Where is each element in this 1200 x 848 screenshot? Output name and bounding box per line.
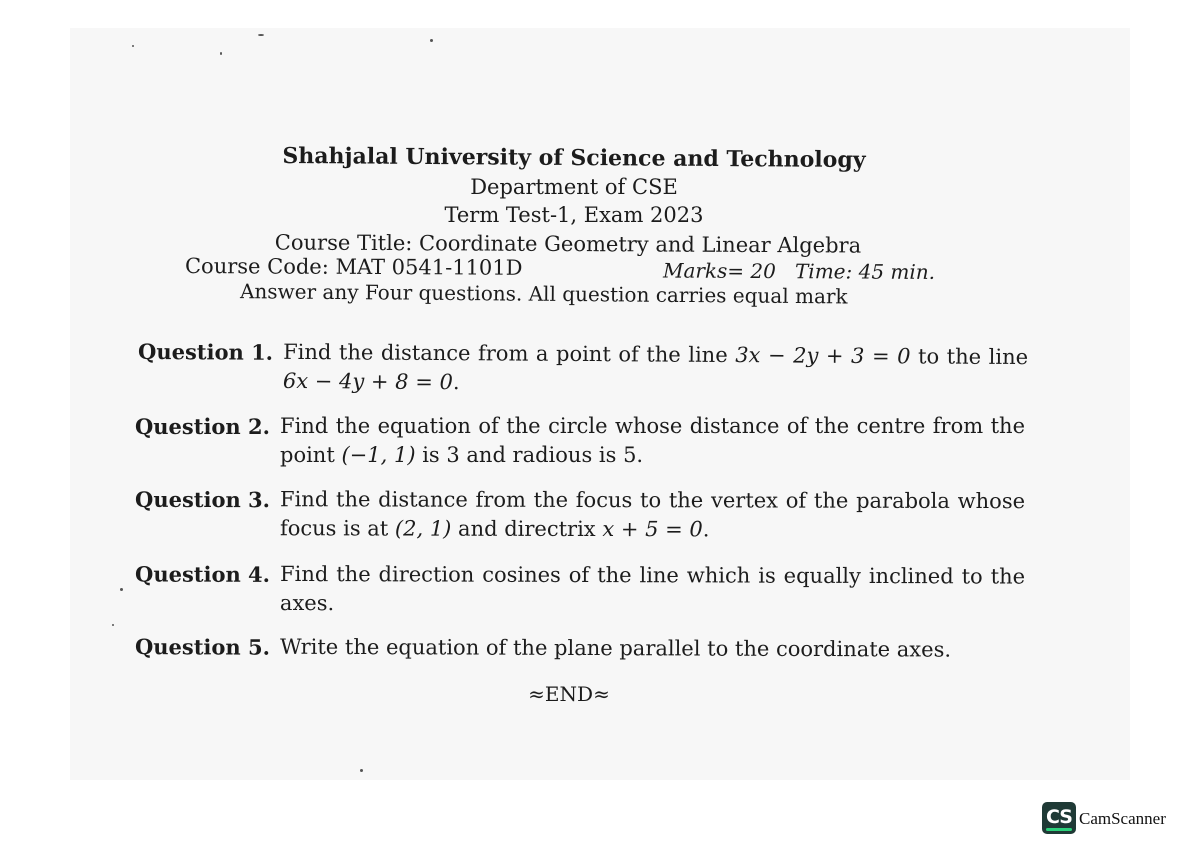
math-expression: 3x − 2y + 3 = 0 [735,343,911,369]
time-limit: Time: 45 min. [794,259,936,284]
question-label: Question 1. [138,338,274,365]
question-5 [135,632,1025,665]
scan-speck [220,52,222,55]
question-2 [135,412,1025,470]
question-text-part: is 3 and radious is 5. [415,443,644,467]
question-label: Question 5. [134,634,270,660]
math-expression: 6x − 4y + 8 = 0 [282,368,453,395]
question-text-part: to the line [910,344,1029,370]
scanned-page [70,28,1130,780]
scan-speck [430,39,433,42]
course-code: Course Code: MAT 0541-1101D [184,254,523,280]
scan-speck [132,45,134,47]
question-text [280,485,1025,545]
instruction: Answer any Four questions. All question carries equal mark [239,279,848,309]
question-text-part: Find the distance from the focus to the vertex of the parabola whose focus is at [279,487,1026,541]
exam-name: Term Test-1, Exam 2023 [444,203,704,227]
university-name: Shahjalal University of Science and Technology [282,142,866,174]
scan-speck [120,588,123,591]
question-3 [135,485,1025,545]
question-4 [135,559,1025,620]
question-text: Write the equation of the plane parallel to the coordinate axes. [279,634,952,662]
scan-speck [360,769,363,772]
question-label: Question 2. [135,414,270,439]
question-text: Find the direction cosines of the line which is equally inclined to the axes. [279,561,1026,616]
question-label: Question 3. [135,486,271,513]
end-marker: ≈END≈ [528,682,610,706]
camscanner-brand: CamScanner [1079,809,1166,828]
total-marks: Marks= 20 [662,258,776,284]
question-text-part: . [702,517,710,542]
math-expression: (−1, 1) [341,443,416,467]
question-text-part: Find the distance from a point of the line [283,339,736,368]
marks-and-time [663,259,935,284]
scan-speck [112,624,114,626]
question-1 [138,337,1028,401]
question-text [283,338,1028,401]
camscanner-logo-icon: CS [1042,802,1076,834]
scan-speck [258,34,264,36]
question-text-part: and directrix [451,516,603,542]
question-text-part: Find the equation of the circle whose distance of the centre from the point [280,414,1025,467]
course-title: Course Title: Coordinate Geometry and Linear Algebra [274,230,862,258]
math-expression: x + 5 = 0 [602,517,703,542]
question-label: Question 4. [135,561,271,587]
math-expression: (2, 1) [394,516,452,541]
department-name: Department of CSE [470,175,678,199]
question-text [280,412,1025,470]
question-text-part: . [452,370,460,395]
